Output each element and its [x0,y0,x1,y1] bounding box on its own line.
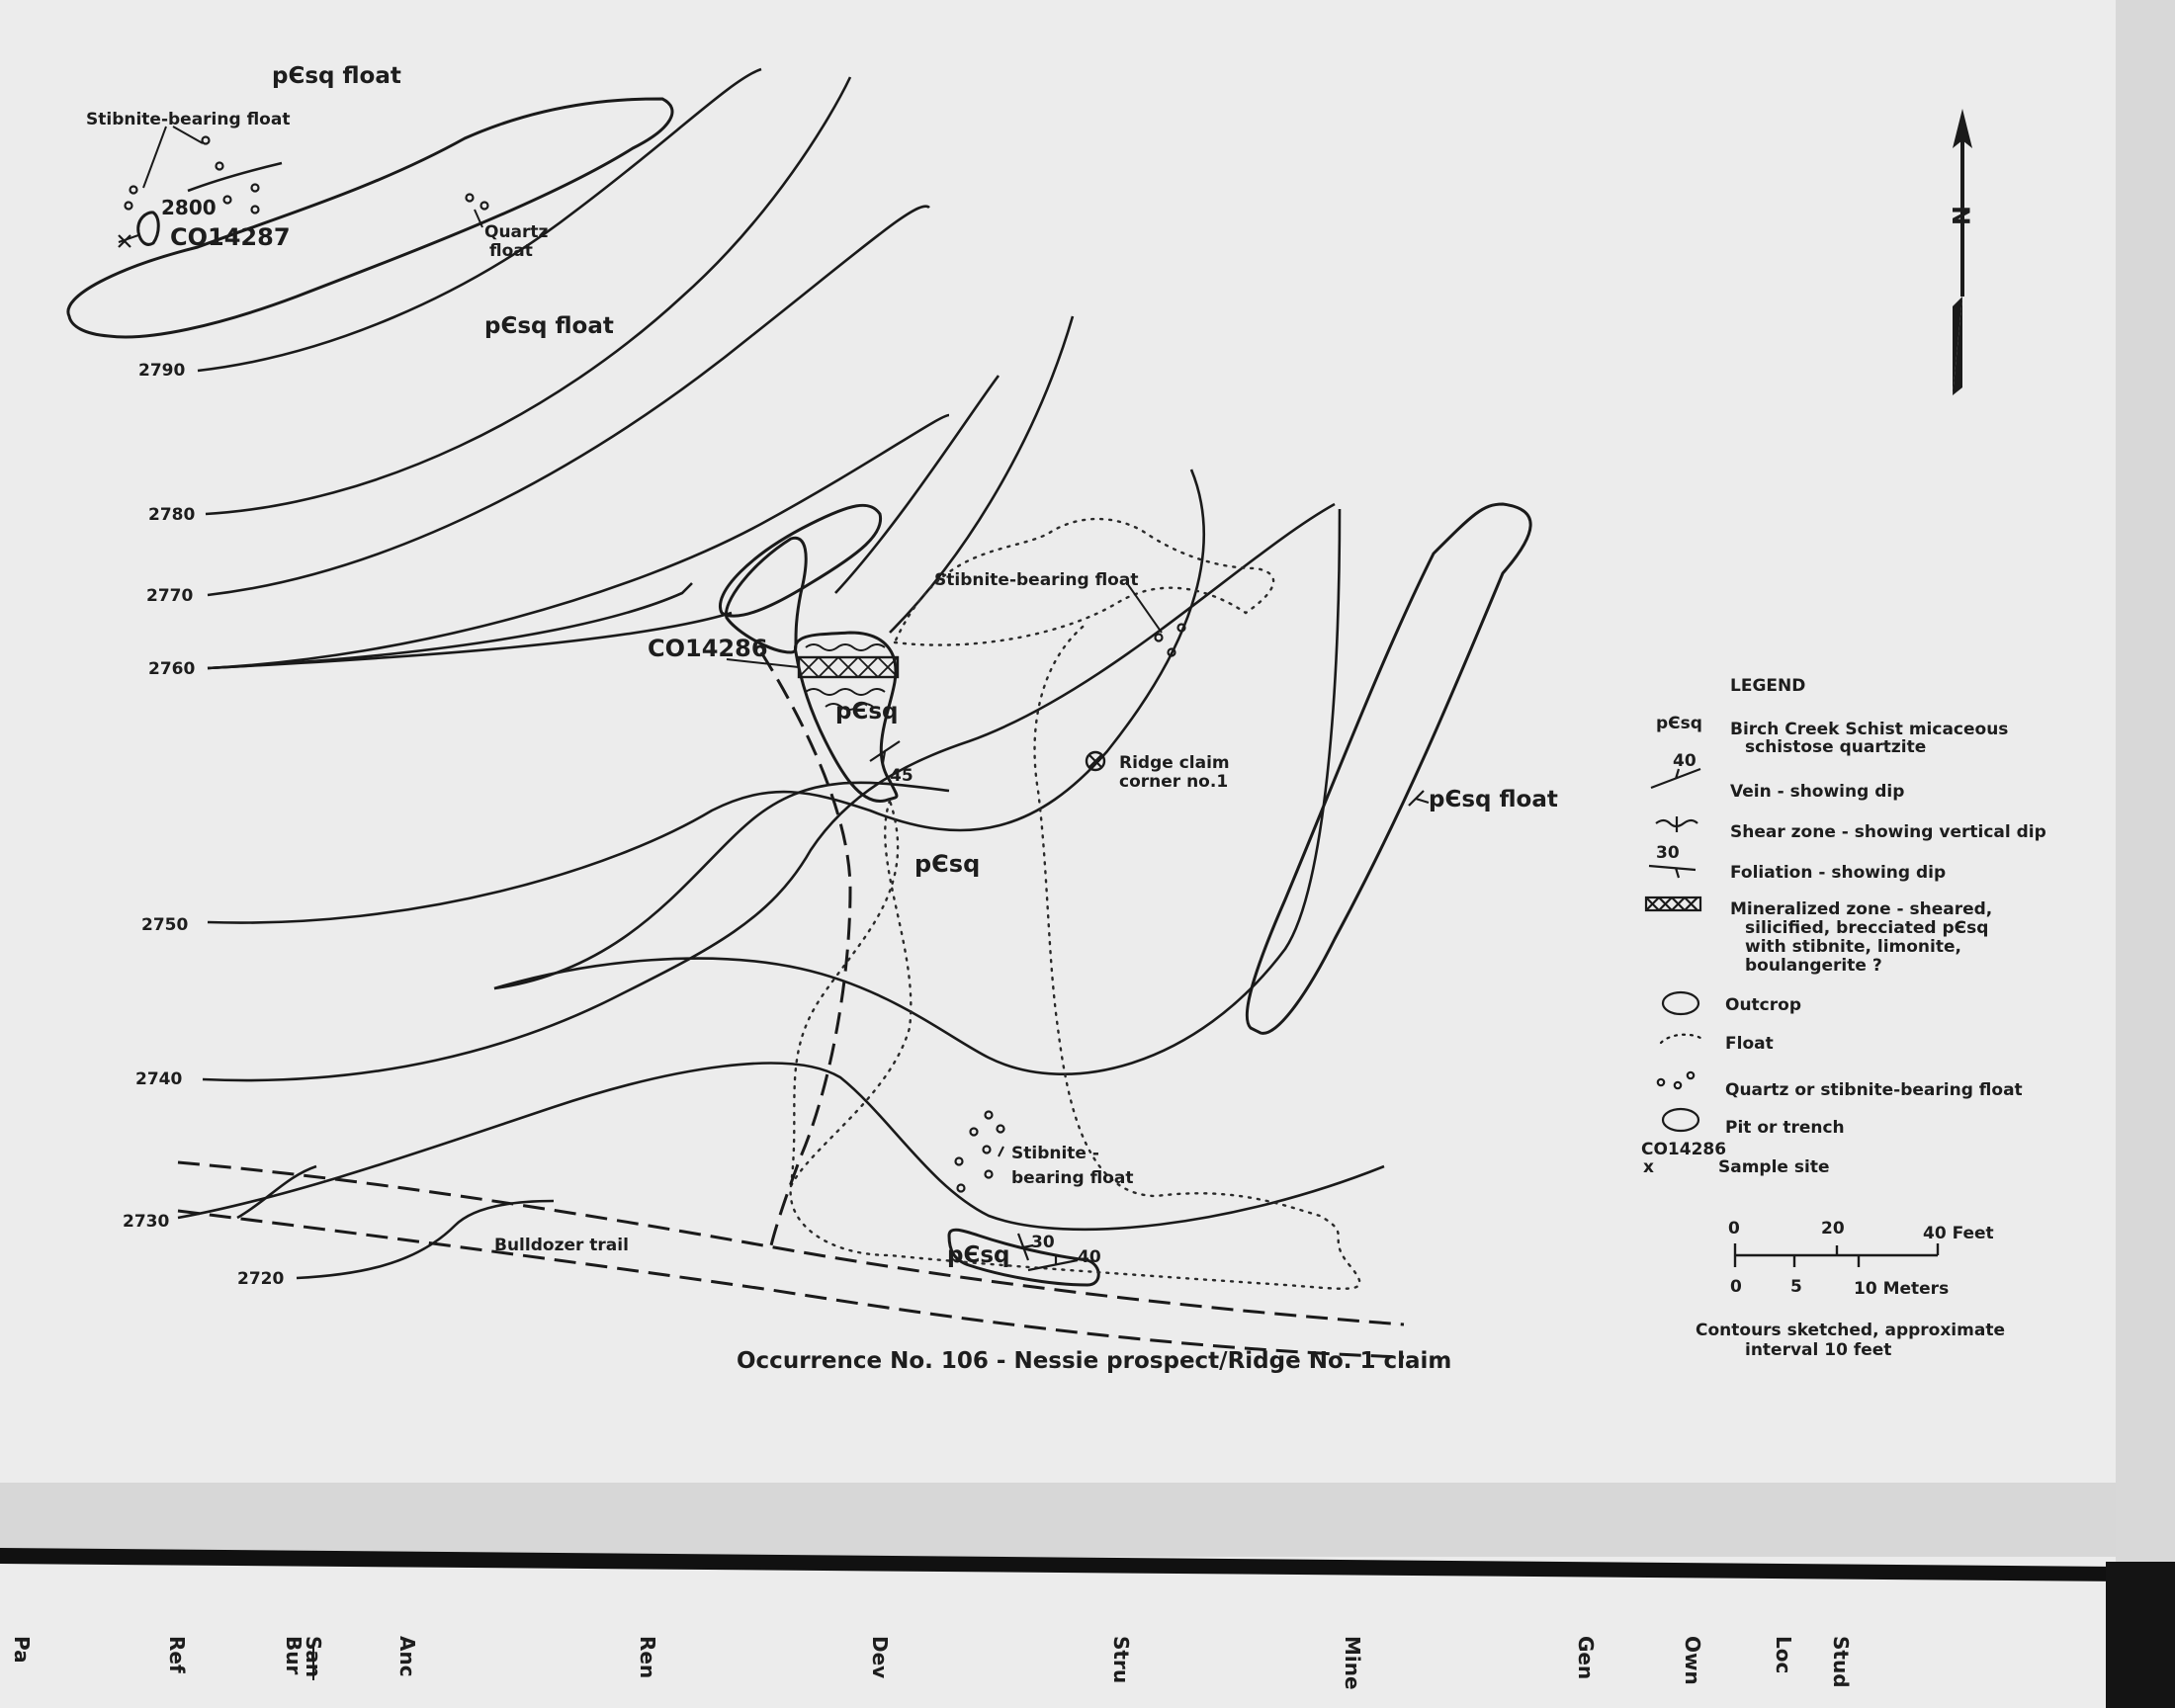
legend-item-text: Float [1725,1034,1774,1054]
legend-item-text: boulangerite ? [1745,956,1882,976]
legend-symbol-x: x [1643,1157,1654,1177]
scale-feet-40: 40 Feet [1923,1224,1994,1243]
bottom-heading: Own [1681,1636,1704,1685]
scan-shadow [0,1483,2175,1557]
legend-item-text: Quartz or stibnite-bearing float [1725,1080,2023,1100]
bottom-heading: Stud [1829,1636,1853,1688]
map-title: Occurrence No. 106 - Nessie prospect/Ridge No. 1 claim [737,1348,1452,1374]
contour-label-2770: 2770 [146,586,194,606]
page-edge-dark [2106,1562,2175,1708]
label-pesq-bottom: pЄsq [947,1242,1010,1268]
bottom-heading: Loc [1772,1636,1795,1674]
label-pesq-float-mid: pЄsq float [484,313,614,339]
scale-note-1: Contours sketched, approximate [1696,1321,2005,1340]
label-pesq-float-top: pЄsq float [272,63,401,89]
bottom-heading: Dev [868,1636,892,1679]
label-pesq-float-right: pЄsq float [1429,787,1558,812]
legend-title: LEGEND [1730,676,1806,696]
legend-item-text: Vein - showing dip [1730,782,1905,802]
legend-item-text: silicified, brecciated pЄsq [1745,918,1989,938]
label-stibnite-float-bottom-2: bearing float [1011,1168,1134,1188]
bottom-heading: San [302,1636,325,1678]
label-dip-30: 30 [1031,1233,1055,1252]
legend-item-text: Birch Creek Schist micaceous [1730,720,2009,739]
bottom-heading: Pa [10,1636,34,1664]
legend-item-text: Mineralized zone - sheared, [1730,899,1993,919]
legend-item-text: Foliation - showing dip [1730,863,1947,883]
legend-item-text: Pit or trench [1725,1118,1845,1138]
label-bulldozer-trail: Bulldozer trail [494,1236,629,1255]
bottom-heading: Ref [165,1636,189,1673]
contour-label-2720: 2720 [237,1269,285,1289]
bottom-heading: Mine [1341,1636,1364,1690]
legend-item-text: Shear zone - showing vertical dip [1730,822,2046,842]
legend-symbol-co14286: CO14286 [1641,1140,1727,1159]
legend-symbol-pesq: pЄsq [1656,714,1702,733]
bottom-heading: Bur [282,1636,305,1675]
label-stibnite-float-center: Stibnite-bearing float [934,570,1139,590]
scale-feet-0: 0 [1728,1219,1740,1238]
bottom-heading: Anc [395,1636,419,1677]
scale-meters-10: 10 Meters [1854,1279,1950,1299]
scale-meters-5: 5 [1790,1277,1802,1297]
contour-label-2750: 2750 [141,915,189,935]
bottom-heading: Stru [1109,1636,1133,1684]
label-pesq-center: pЄsq [914,850,981,878]
label-ridge-claim-1: Ridge claim [1119,753,1230,773]
scale-note-2: interval 10 feet [1745,1340,1892,1360]
label-quartz-float-2: float [489,241,533,261]
legend-item-text: with stibnite, limonite, [1745,937,1961,957]
label-stibnite-float-tl: Stibnite-bearing float [86,110,291,129]
label-sample-co14287: CO14287 [170,223,291,251]
page-edge-shade [2116,0,2175,1708]
label-quartz-float-1: Quartz [484,222,549,242]
label-dip-40: 40 [1078,1247,1101,1267]
scale-meters-0: 0 [1730,1277,1742,1297]
contour-label-2800: 2800 [161,196,217,219]
label-stibnite-float-bottom-1: Stibnite - [1011,1144,1099,1163]
label-pesq-outcrop: pЄsq [835,699,899,725]
legend-item-text: schistose quartzite [1745,737,1927,757]
contour-label-2730: 2730 [123,1212,170,1232]
contour-label-2790: 2790 [138,361,186,381]
bottom-heading: Ren [636,1636,659,1679]
legend-symbol-30: 30 [1656,843,1680,863]
legend-item-text: Outcrop [1725,995,1801,1015]
contour-label-2760: 2760 [148,659,196,679]
north-label: N [1947,206,1974,226]
bottom-heading: Gen [1574,1636,1598,1680]
contour-label-2740: 2740 [135,1069,183,1089]
legend-symbol-40: 40 [1673,751,1696,771]
scale-feet-20: 20 [1821,1219,1845,1238]
label-ridge-claim-2: corner no.1 [1119,772,1229,792]
contour-label-2780: 2780 [148,505,196,525]
label-sample-co14286: CO14286 [648,635,768,662]
legend-item-text: Sample site [1718,1157,1830,1177]
label-dip-45: 45 [890,766,914,786]
